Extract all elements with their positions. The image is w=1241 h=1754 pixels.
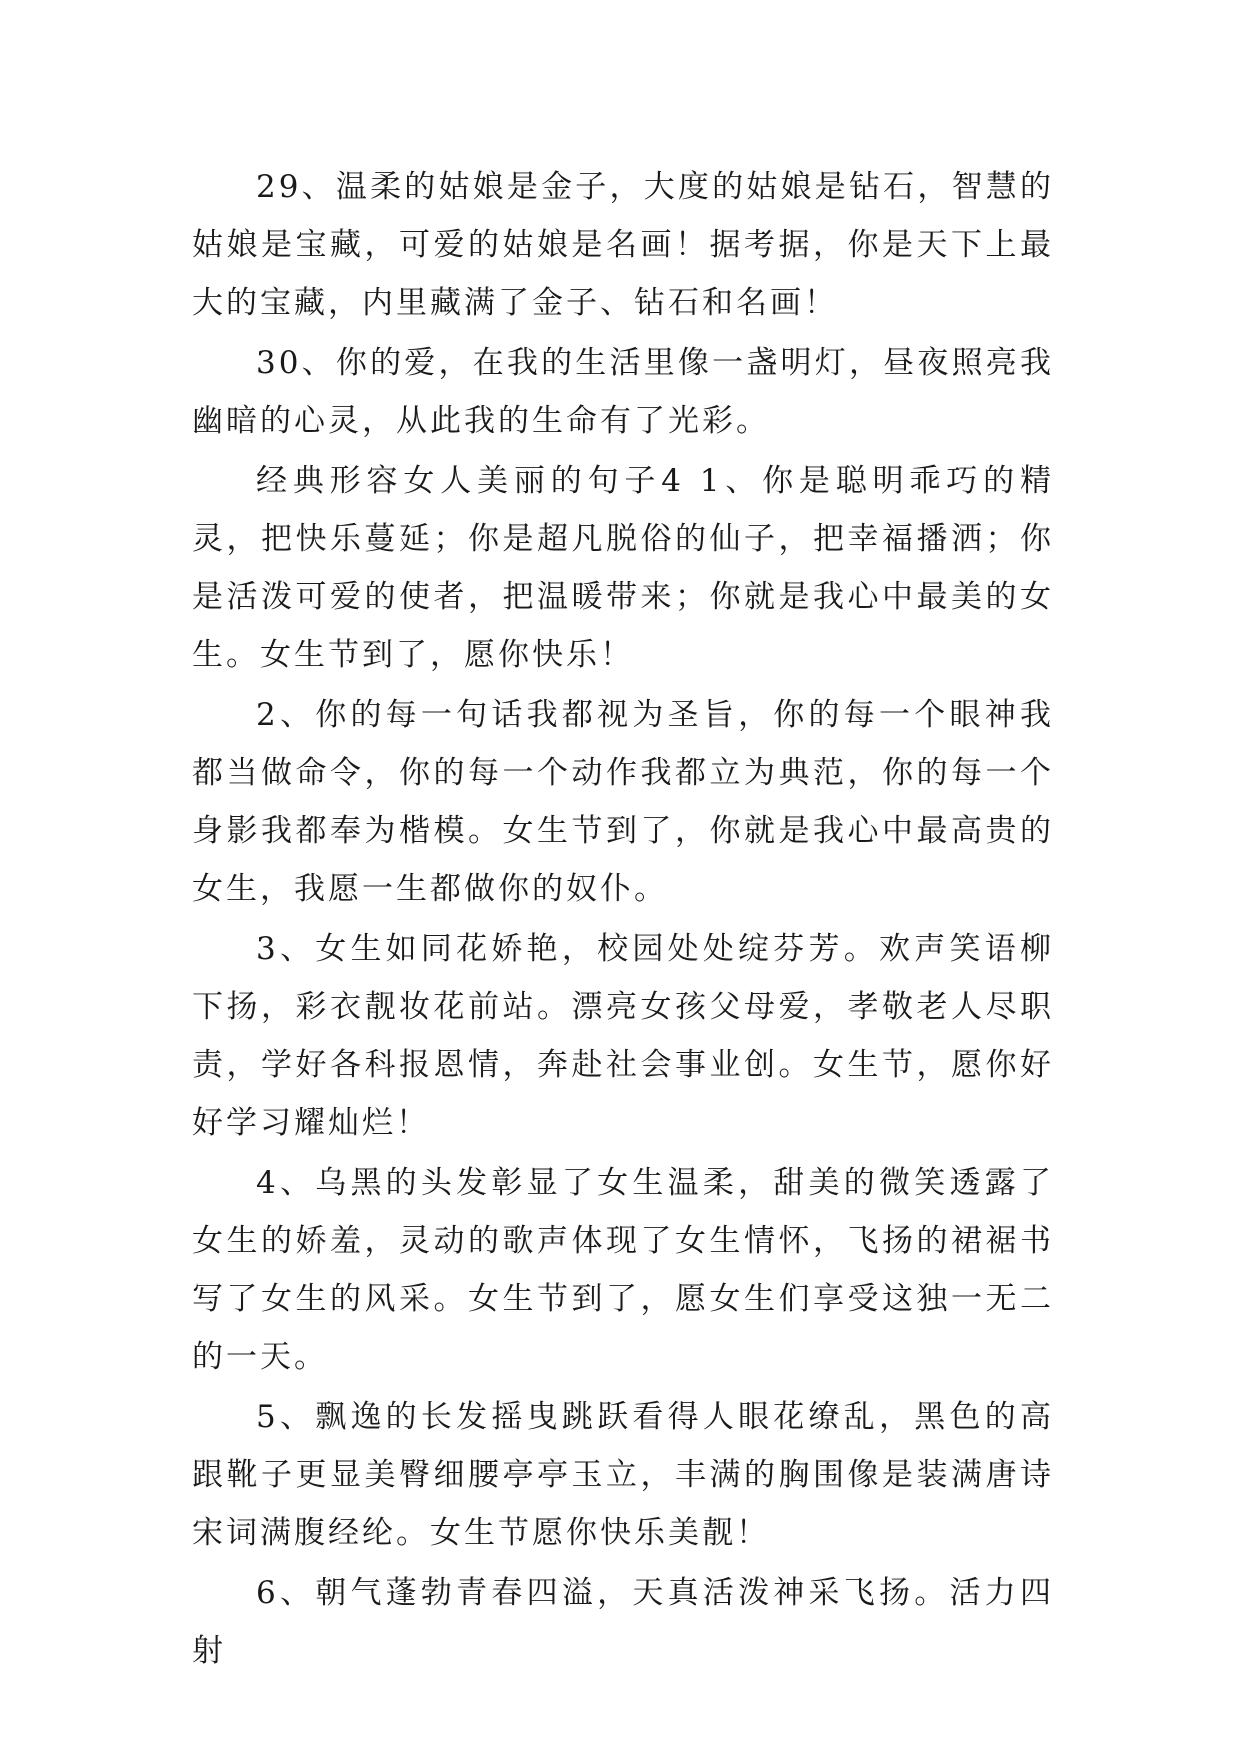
item-5: 5、飘逸的长发摇曳跳跃看得人眼花缭乱，黑色的高跟靴子更显美臀细腰亭亭玉立，丰满的胸围像是装满唐诗宋词满腹经纶。女生节愿你快乐美靓！	[192, 1399, 1054, 1551]
item-1: 1、你是聪明乖巧的精灵，把快乐蔓延；你是超凡脱俗的仙子，把幸福播洒；你是活泼可爱的使者，把温暖带来；你就是我心中最美的女生。女生节到了，愿你快乐！	[192, 463, 1054, 673]
item-3: 3、女生如同花娇艳，校园处处绽芬芳。欢声笑语柳下扬，彩衣靓妆花前站。漂亮女孩父母爱，孝敬老人尽职责，学好各科报恩情，奔赴社会事业创。女生节，愿你好好学习耀灿烂！	[192, 931, 1054, 1141]
item-6: 6、朝气蓬勃青春四溢，天真活泼神采飞扬。活力四射	[192, 1575, 1054, 1669]
document-body	[192, 158, 1054, 1682]
section-paragraph	[192, 452, 1054, 684]
paragraph-29: 29、温柔的姑娘是金子，大度的姑娘是钻石，智慧的姑娘是宝藏，可爱的姑娘是名画！据考据，你是天下上最大的宝藏，内里藏满了金子、钻石和名画！	[192, 169, 1054, 321]
section-heading: 经典形容女人美丽的句子4	[256, 463, 684, 499]
paragraph-30: 30、你的爱，在我的生活里像一盏明灯，昼夜照亮我幽暗的心灵，从此我的生命有了光彩。	[192, 345, 1054, 439]
item-4: 4、乌黑的头发彰显了女生温柔，甜美的微笑透露了女生的娇羞，灵动的歌声体现了女生情怀，飞扬的裙裾书写了女生的风采。女生节到了，愿女生们享受这独一无二的一天。	[192, 1165, 1054, 1375]
item-2: 2、你的每一句话我都视为圣旨，你的每一个眼神我都当做命令，你的每一个动作我都立为典范，你的每一个身影我都奉为楷模。女生节到了，你就是我心中最高贵的女生，我愿一生都做你的奴仆。	[192, 697, 1054, 907]
spacer	[684, 463, 700, 499]
